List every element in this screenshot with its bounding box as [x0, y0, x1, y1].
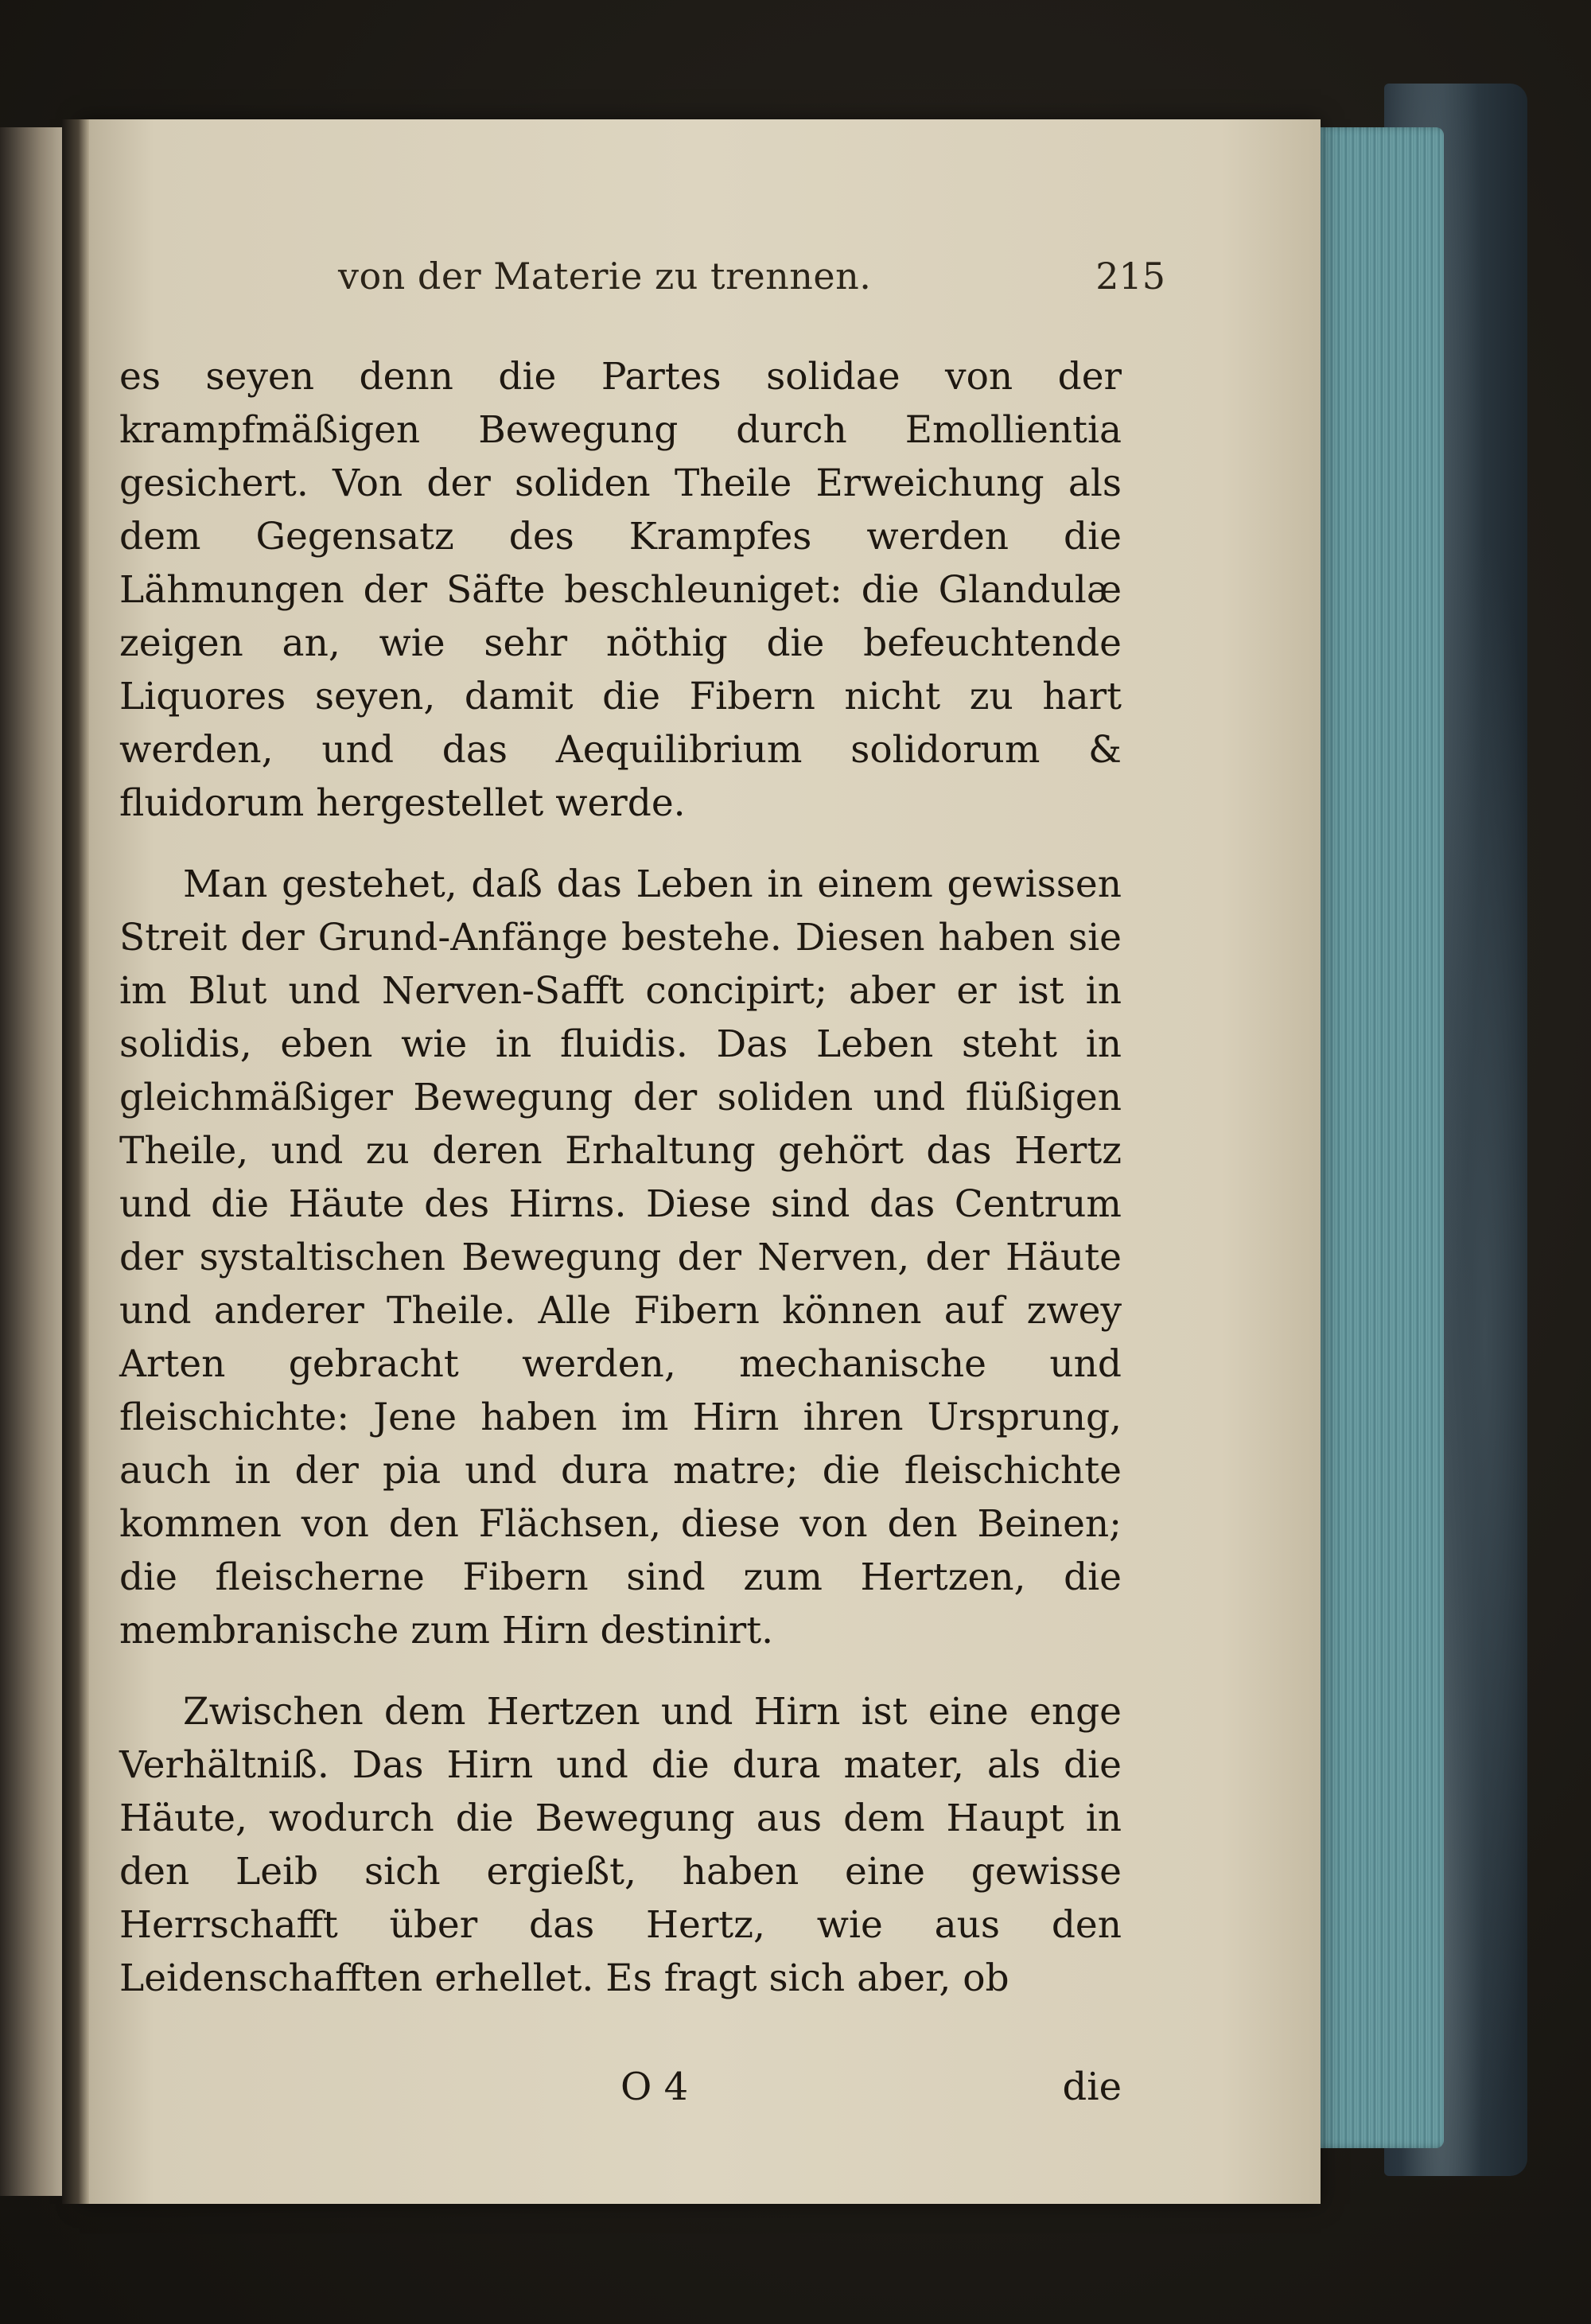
paragraph-3: Zwischen dem Hertzen und Hirn ist eine enge Verhältniß. Das Hirn und die dura mater, als die Häute, wodurch die Bewegung aus dem Haupt in den Leib sich ergießt, haben eine gewisse Herrschafft über das Hertz, wie aus den Leidenschafften erhellet. Es fragt sich aber, ob — [119, 1690, 1122, 2000]
book-page — [80, 119, 1321, 2204]
signature-mark: O 4 — [620, 2065, 689, 2109]
paragraph-2: Man gestehet, daß das Leben in einem gewissen Streit der Grund-Anfänge bestehe. Diesen haben sie im Blut und Nerven-Safft concipirt; aber er ist in solidis, eben wie in fluidis. Das Leben steht in gleichmäßiger Bewegung der soliden und flüßigen Theile, und zu deren Erhaltung gehört das Hertz und die Häute des Hirns. Diese sind das Centrum der systaltischen Bewegung der Nerven, der Häute und anderer Theile. Alle Fibern können auf zwey Arten gebracht werden, mechanische und fleischichte: Jene haben im Hirn ihren Ursprung, auch in der pia und dura matre; die fleischichte kommen von den Flächsen, diese von den Beinen; die fleischerne Fibern sind zum Hertzen, die membranische zum Hirn destinirt. — [119, 862, 1122, 1652]
paragraph-1: es seyen denn die Partes solidae von der krampfmäßigen Bewegung durch Emollientia gesichert. Von der soliden Theile Erweichung als dem Gegensatz des Krampfes werden die Lähmungen der Säfte beschleuniget: die Glandulæ zeigen an, wie sehr nöthig die befeuchtende Liquores seyen, damit die Fibern nicht zu hart werden, und das Aequilibrium solidorum & fluidorum hergestellet werde. — [119, 355, 1122, 825]
page-body — [119, 350, 1122, 2033]
book-gutter — [62, 119, 89, 2204]
page-block-edge — [1313, 127, 1444, 2148]
page-number: 215 — [1095, 255, 1165, 298]
page-footer — [119, 2065, 1122, 2120]
running-header — [338, 255, 1165, 318]
catchword: die — [1062, 2065, 1122, 2109]
running-title: von der Materie zu trennen. — [338, 255, 872, 298]
